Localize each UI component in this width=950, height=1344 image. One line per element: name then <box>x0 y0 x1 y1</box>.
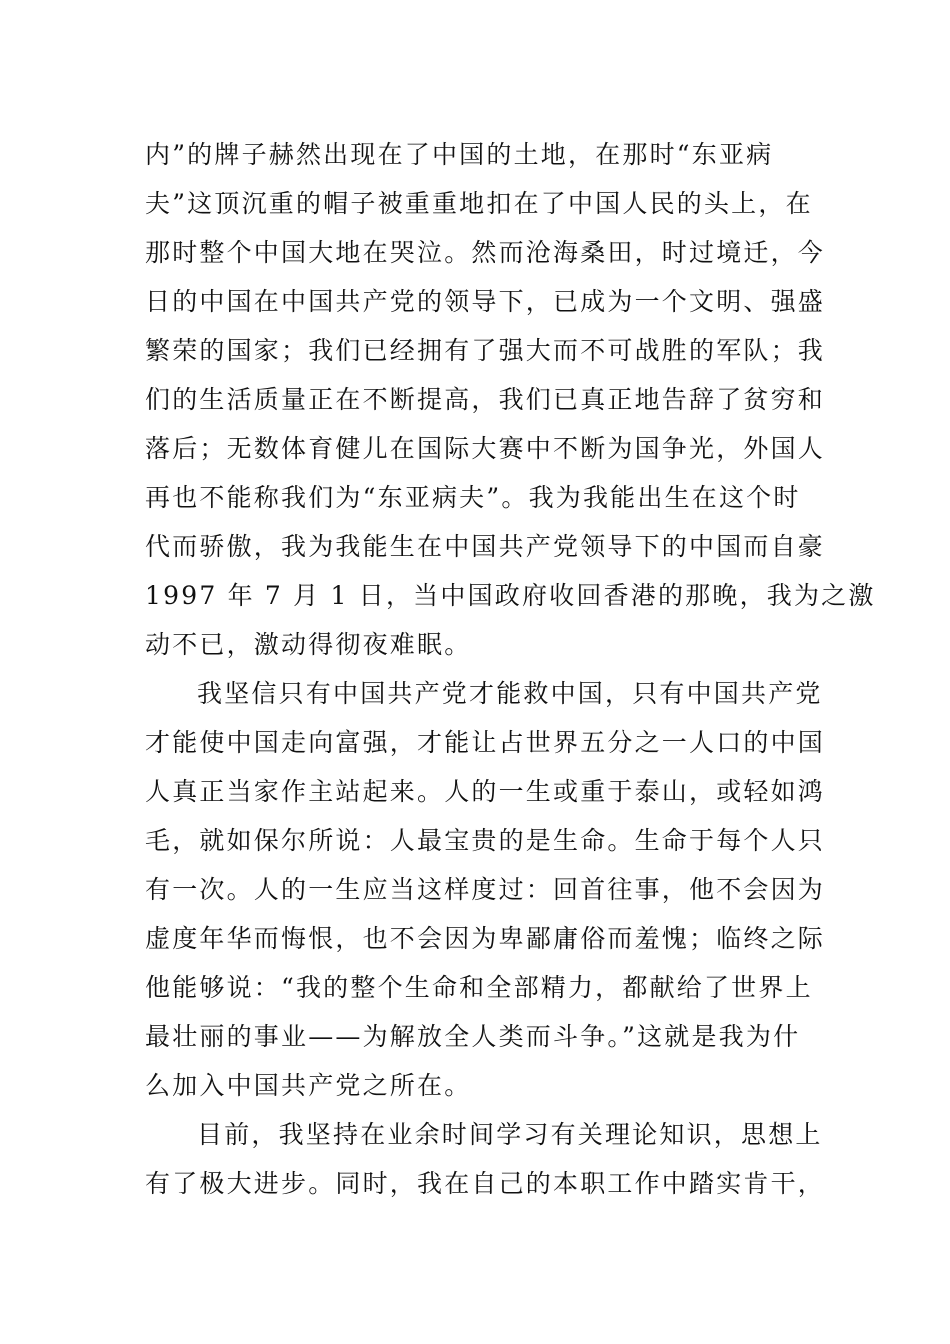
text-line: 有一次。人的一生应当这样度过：回首往事，他不会因为 <box>145 875 826 904</box>
text-line: 再也不能称我们为“东亚病夫”。我为我能出生在这个时 <box>145 483 801 512</box>
text-line: 1997 年 7 月 1 日，当中国政府收回香港的那晚，我为之激 <box>145 581 876 610</box>
text-line: 么加入中国共产党之所在。 <box>145 1071 472 1100</box>
text-line: 们的生活质量正在不断提高，我们已真正地告辞了贫穷和 <box>145 385 826 414</box>
text-line: 落后；无数体育健儿在国际大赛中不断为国争光，外国人 <box>145 434 826 463</box>
text-line: 动不已，激动得彻夜难眠。 <box>145 630 472 659</box>
paragraph-start-line: 目前，我坚持在业余时间学习有关理论知识，思想上 <box>197 1120 823 1149</box>
text-line: 有了极大进步。同时，我在自己的本职工作中踏实肯干， <box>145 1169 826 1198</box>
text-line: 内”的牌子赫然出现在了中国的土地，在那时“东亚病 <box>145 140 774 169</box>
paragraph-start-line: 我坚信只有中国共产党才能救中国，只有中国共产党 <box>197 679 823 708</box>
text-line: 人真正当家作主站起来。人的一生或重于泰山，或轻如鸿 <box>145 777 826 806</box>
text-line: 那时整个中国大地在哭泣。然而沧海桑田，时过境迁，今 <box>145 238 826 267</box>
text-line: 代而骄傲，我为我能生在中国共产党领导下的中国而自豪 <box>145 532 826 561</box>
text-line: 虚度年华而悔恨，也不会因为卑鄙庸俗而羞愧；临终之际 <box>145 924 826 953</box>
text-line: 才能使中国走向富强，才能让占世界五分之一人口的中国 <box>145 728 826 757</box>
text-line: 最壮丽的事业——为解放全人类而斗争。”这就是我为什 <box>145 1022 801 1051</box>
text-line: 毛，就如保尔所说：人最宝贵的是生命。生命于每个人只 <box>145 826 826 855</box>
body-text <box>145 130 876 1208</box>
text-line: 日的中国在中国共产党的领导下，已成为一个文明、强盛 <box>145 287 826 316</box>
text-line: 他能够说：“我的整个生命和全部精力，都献给了世界上 <box>145 973 813 1002</box>
text-line: 夫”这顶沉重的帽子被重重地扣在了中国人民的头上，在 <box>145 189 813 218</box>
text-line: 繁荣的国家；我们已经拥有了强大而不可战胜的军队；我 <box>145 336 826 365</box>
